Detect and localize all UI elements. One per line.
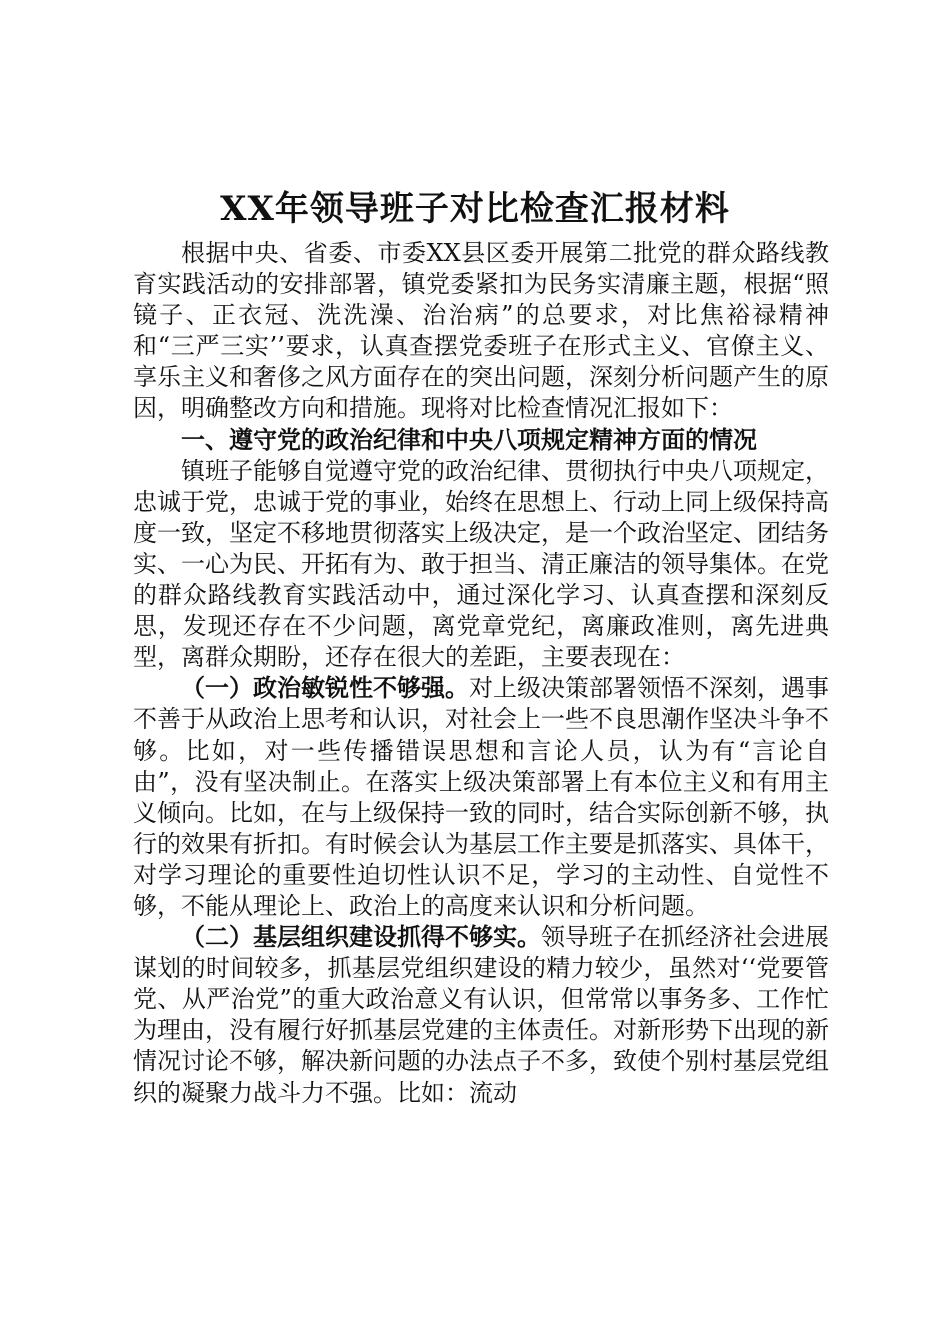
intro-paragraph: 根据中央、省委、市委XX县区委开展第二批党的群众路线教育实践活动的安排部署，镇党委紧扣为民务实清廉主题，根据“照镜子、正衣冠、洗洗澡、治治病”的总要求，对比焦裕禄精神和“三严三实’’要求，认真查摆党委班子在形式主义、官僚主义、享乐主义和奢侈之风方面存在的突出问题，深刻分析问题产生的原因，明确整改方向和措施。现将对比检查情况汇报如下： [133,239,829,423]
item-paragraph-2 [133,922,829,1109]
section-paragraph: 镇班子能够自觉遵守党的政治纪律、贯彻执行中央八项规定，忠诚于党，忠诚于党的事业，始终在思想上、行动上同上级保持高度一致，坚定不移地贯彻落实上级决定，是一个政治坚定、团结务实、一心为民、开拓有为、敢于担当、清正廉洁的领导集体。在党的群众路线教育实践活动中，通过深化学习、认真查摆和深刻反思，发现还存在不少问题，离党章党纪，离廉政准则，离先进典型，离群众期盼，还存在很大的差距，主要表现在： [133,456,829,672]
document-body [133,238,829,1109]
item-paragraph-1 [133,673,829,922]
item-lead-1: （一）政治敏锐性不够强。 [181,674,469,703]
item-text-1: 对上级决策部署领悟不深刻，遇事不善于从政治上思考和认识，对社会上一些不良思潮作坚决斗争不够。比如，对一些传播错误思想和言论人员，认为有“言论自由”，没有坚决制止。在落实上级决策部署上有本位主义和有用主义倾向。比如，在与上级保持一致的同时，结合实际创新不够，执行的效果有折扣。有时候会认为基层工作主要是抓落实、具体干，对学习理论的重要性迫切性认识不足，学习的主动性、自觉性不够，不能从理论上、政治上的高度来认识和分析问题。 [133,674,829,920]
section-heading: 一、遵守党的政治纪律和中央八项规定精神方面的情况 [181,425,757,454]
item-text-2: 领导班子在抓经济社会进展谋划的时间较多，抓基层党组织建设的精力较少，虽然对‘‘党要管党、从严治党”的重大政治意义有认识，但常常以事务多、工作忙为理由，没有履行好抓基层党建的主体责任。对新形势下出现的新情况讨论不够，解决新问题的办法点子不多，致使个别村基层党组织的凝聚力战斗力不强。比如：流动 [133,923,829,1107]
item-lead-2: （二）基层组织建设抓得不够实。 [181,923,541,952]
document-title: XX年领导班子对比检查汇报材料 [220,189,730,229]
